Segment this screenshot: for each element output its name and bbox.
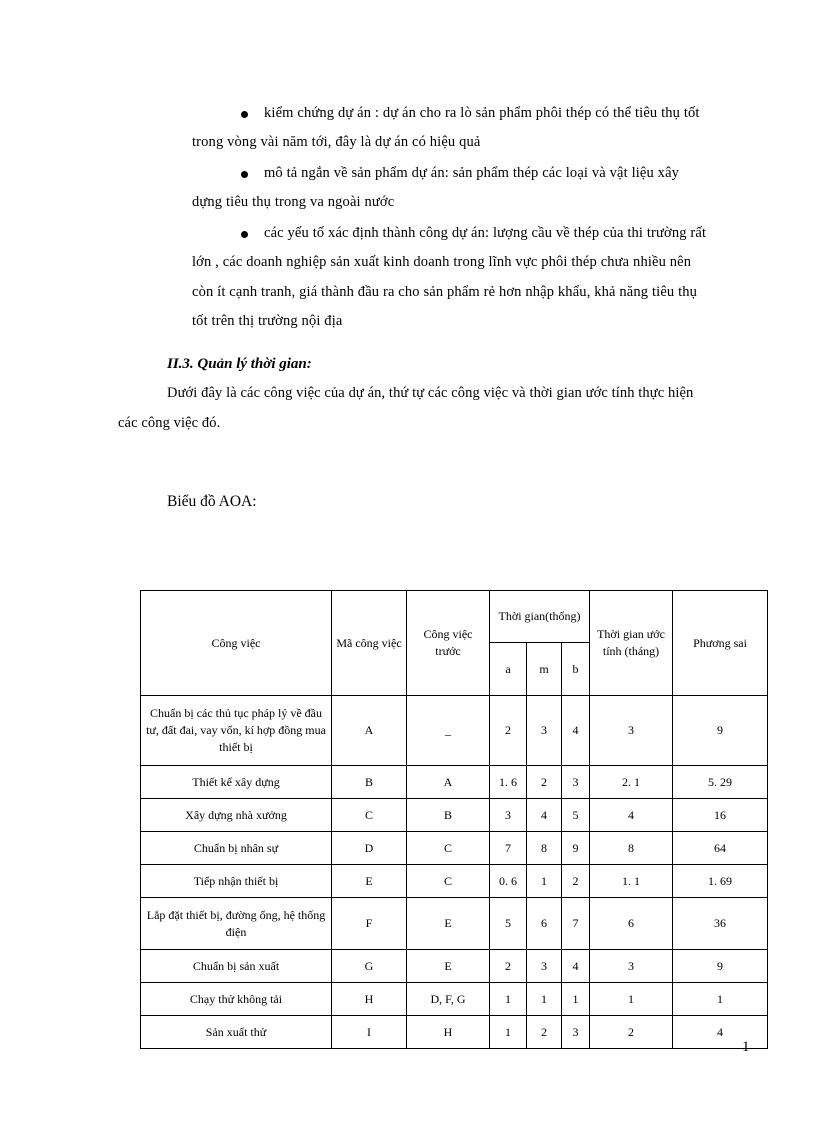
section-paragraph-line-1: Dưới đây là các công việc của dự án, thứ tự các công việc và thời gian ước tính thực hiện <box>167 385 694 401</box>
cell-estimate: 3 <box>590 696 673 766</box>
cell-b: 2 <box>562 865 590 898</box>
cell-a: 5 <box>490 898 527 950</box>
cell-m: 1 <box>527 865 562 898</box>
cell-m: 4 <box>527 799 562 832</box>
cell-code: D <box>332 832 407 865</box>
cell-estimate: 3 <box>590 950 673 983</box>
cell-a: 1. 6 <box>490 766 527 799</box>
cell-estimate: 4 <box>590 799 673 832</box>
cell-predecessor: C <box>407 865 490 898</box>
cell-variance: 36 <box>673 898 768 950</box>
cell-a: 2 <box>490 950 527 983</box>
cell-predecessor: D, F, G <box>407 983 490 1016</box>
page-number: 1 <box>742 1039 750 1055</box>
bullet-1-line-1: kiểm chứng dự án : dự án cho ra lò sản phẩm phôi thép có thể tiêu thụ tốt <box>264 105 700 121</box>
cell-code: H <box>332 983 407 1016</box>
cell-variance: 64 <box>673 832 768 865</box>
cell-predecessor: A <box>407 766 490 799</box>
cell-a: 1 <box>490 1016 527 1049</box>
header-thoi-gian: Thời gian(thống) <box>490 591 590 643</box>
cell-code: I <box>332 1016 407 1049</box>
table-row <box>141 766 768 799</box>
cell-task: Thiết kế xây dựng <box>141 766 332 799</box>
table-row <box>141 865 768 898</box>
header-phuong-sai: Phương sai <box>673 591 768 696</box>
cell-variance: 1 <box>673 983 768 1016</box>
cell-task: Tiếp nhận thiết bị <box>141 865 332 898</box>
bullet-dot <box>241 171 248 178</box>
table-row <box>141 799 768 832</box>
cell-b: 3 <box>562 1016 590 1049</box>
cell-variance: 9 <box>673 950 768 983</box>
cell-b: 9 <box>562 832 590 865</box>
header-ma-cong-viec: Mã công việc <box>332 591 407 696</box>
table-row <box>141 832 768 865</box>
cell-predecessor: E <box>407 898 490 950</box>
task-table-wrapper <box>140 590 767 1039</box>
cell-predecessor: C <box>407 832 490 865</box>
cell-estimate: 8 <box>590 832 673 865</box>
cell-a: 0. 6 <box>490 865 527 898</box>
cell-estimate: 1. 1 <box>590 865 673 898</box>
bullet-3-line-4: tốt trên thị trường nội địa <box>192 313 343 329</box>
header-m: m <box>527 643 562 696</box>
cell-task: Lắp đặt thiết bị, đường ống, hệ thống điện <box>141 898 332 950</box>
cell-a: 3 <box>490 799 527 832</box>
task-table-body <box>141 696 768 1049</box>
cell-code: E <box>332 865 407 898</box>
bullet-1-line-2: trong vòng vài năm tới, đây là dự án có hiệu quả <box>192 134 481 150</box>
cell-m: 8 <box>527 832 562 865</box>
cell-code: A <box>332 696 407 766</box>
cell-code: C <box>332 799 407 832</box>
cell-estimate: 2. 1 <box>590 766 673 799</box>
cell-b: 4 <box>562 696 590 766</box>
table-row <box>141 950 768 983</box>
header-cong-viec: Công việc <box>141 591 332 696</box>
aoa-chart-label: Biểu đồ AOA: <box>167 493 257 510</box>
cell-predecessor: H <box>407 1016 490 1049</box>
cell-variance: 5. 29 <box>673 766 768 799</box>
task-table <box>140 590 768 1049</box>
cell-task: Chuẩn bị sản xuất <box>141 950 332 983</box>
cell-b: 1 <box>562 983 590 1016</box>
cell-task: Chuẩn bị các thủ tục pháp lý về đầu tư, đất đai, vay vốn, kí hợp đồng mua thiết bị <box>141 696 332 766</box>
cell-code: B <box>332 766 407 799</box>
cell-estimate: 1 <box>590 983 673 1016</box>
cell-task: Xây dựng nhà xưởng <box>141 799 332 832</box>
cell-a: 7 <box>490 832 527 865</box>
cell-task: Sản xuất thử <box>141 1016 332 1049</box>
header-uoc-tinh: Thời gian ước tính (tháng) <box>590 591 673 696</box>
cell-m: 2 <box>527 766 562 799</box>
cell-variance: 4 <box>673 1016 768 1049</box>
cell-estimate: 6 <box>590 898 673 950</box>
cell-task: Chạy thử không tải <box>141 983 332 1016</box>
table-row <box>141 983 768 1016</box>
cell-a: 1 <box>490 983 527 1016</box>
bullet-2-line-2: dựng tiêu thụ trong va ngoài nước <box>192 194 395 210</box>
cell-b: 5 <box>562 799 590 832</box>
section-paragraph-line-2: các công việc đó. <box>118 415 221 431</box>
header-cong-viec-truoc: Công việc trước <box>407 591 490 696</box>
table-row <box>141 696 768 766</box>
header-a: a <box>490 643 527 696</box>
table-row <box>141 898 768 950</box>
cell-predecessor: E <box>407 950 490 983</box>
cell-m: 6 <box>527 898 562 950</box>
cell-predecessor: B <box>407 799 490 832</box>
cell-a: 2 <box>490 696 527 766</box>
bullet-3-line-1: các yếu tố xác định thành công dự án: lượng cầu về thép của thi trường rất <box>264 225 707 241</box>
cell-variance: 1. 69 <box>673 865 768 898</box>
cell-code: F <box>332 898 407 950</box>
cell-variance: 9 <box>673 696 768 766</box>
cell-task: Chuẩn bị nhân sự <box>141 832 332 865</box>
bullet-dot <box>241 111 248 118</box>
bullet-2-line-1: mô tả ngắn về sản phẩm dự án: sản phẩm thép các loại và vật liệu xây <box>264 165 680 181</box>
cell-m: 3 <box>527 696 562 766</box>
cell-m: 1 <box>527 983 562 1016</box>
cell-m: 2 <box>527 1016 562 1049</box>
cell-variance: 16 <box>673 799 768 832</box>
cell-b: 4 <box>562 950 590 983</box>
cell-m: 3 <box>527 950 562 983</box>
bullet-3-line-3: còn ít cạnh tranh, giá thành đầu ra cho sản phẩm rẻ hơn nhập khẩu, khả năng tiêu thụ <box>192 284 698 300</box>
header-b: b <box>562 643 590 696</box>
cell-b: 3 <box>562 766 590 799</box>
bullet-dot <box>241 231 248 238</box>
table-row <box>141 1016 768 1049</box>
cell-code: G <box>332 950 407 983</box>
cell-predecessor: _ <box>407 696 490 766</box>
section-heading: II.3. Quản lý thời gian: <box>167 356 312 372</box>
bullet-3-line-2: lớn , các doanh nghiệp sản xuất kinh doanh trong lĩnh vực phôi thép chưa nhiều nên <box>192 254 692 270</box>
cell-b: 7 <box>562 898 590 950</box>
cell-estimate: 2 <box>590 1016 673 1049</box>
